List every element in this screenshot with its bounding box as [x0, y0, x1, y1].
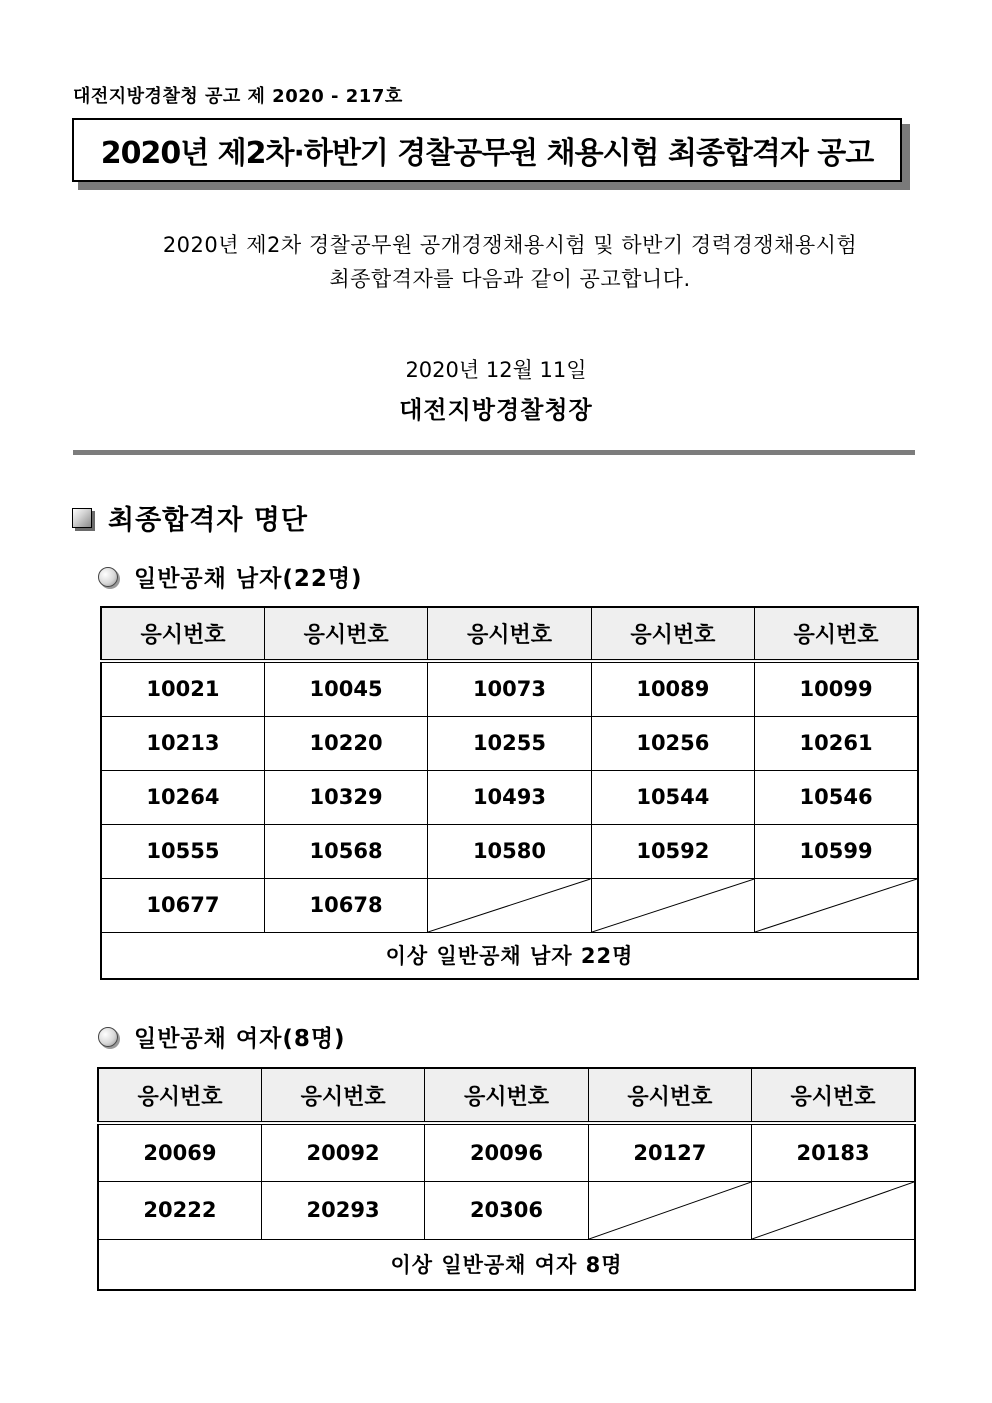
empty-cell — [591, 878, 754, 932]
square-bullet-icon — [72, 508, 92, 528]
column-header: 응시번호 — [428, 607, 591, 661]
table-row — [101, 824, 918, 878]
circle-bullet-icon — [98, 1027, 118, 1047]
empty-cell — [755, 878, 918, 932]
applicant-number: 10099 — [755, 661, 918, 716]
applicant-number: 10264 — [101, 770, 264, 824]
table-row — [101, 878, 918, 932]
announcement-date: 2020년 12월 11일 — [405, 358, 587, 382]
column-header: 응시번호 — [264, 607, 427, 661]
intro-paragraph — [100, 228, 920, 296]
applicant-number: 10089 — [591, 661, 754, 716]
applicant-number: 10544 — [591, 770, 754, 824]
issuer-name: 대전지방경찰청장 — [399, 396, 593, 424]
circle-bullet-icon — [98, 567, 118, 587]
group-title: 일반공채 남자(22명) — [134, 566, 363, 592]
group-heading-female — [98, 1020, 346, 1053]
applicant-number: 20293 — [261, 1181, 424, 1239]
applicant-number: 10220 — [264, 716, 427, 770]
applicant-number: 10568 — [264, 824, 427, 878]
table-total-row — [101, 932, 918, 979]
applicant-number: 10555 — [101, 824, 264, 878]
table-row — [98, 1123, 915, 1181]
table-header-row — [101, 607, 918, 661]
group-title: 일반공채 여자(8명) — [134, 1026, 346, 1052]
notice-number: 대전지방경찰청 공고 제 2020 - 217호 — [73, 86, 403, 107]
title-banner — [72, 118, 908, 190]
column-header: 응시번호 — [425, 1068, 588, 1123]
table-header-row — [98, 1068, 915, 1123]
applicant-number: 20127 — [588, 1123, 751, 1181]
applicant-number: 20096 — [425, 1123, 588, 1181]
empty-cell — [752, 1181, 915, 1239]
applicant-number: 10329 — [264, 770, 427, 824]
applicant-number: 10599 — [755, 824, 918, 878]
intro-line-2: 최종합격자를 다음과 같이 공고합니다. — [329, 267, 691, 291]
roster-table-male — [100, 606, 919, 980]
column-header: 응시번호 — [588, 1068, 751, 1123]
column-header: 응시번호 — [101, 607, 264, 661]
applicant-number: 20092 — [261, 1123, 424, 1181]
total-summary: 이상 일반공채 남자 22명 — [101, 932, 918, 979]
intro-line-1: 2020년 제2차 경찰공무원 공개경쟁채용시험 및 하반기 경력경쟁채용시험 — [162, 233, 858, 257]
applicant-number: 20222 — [98, 1181, 261, 1239]
applicant-number: 10021 — [101, 661, 264, 716]
column-header: 응시번호 — [752, 1068, 915, 1123]
table-row — [98, 1181, 915, 1239]
roster-table-female — [97, 1067, 916, 1291]
total-summary: 이상 일반공채 여자 8명 — [98, 1239, 915, 1290]
applicant-number: 10073 — [428, 661, 591, 716]
column-header: 응시번호 — [261, 1068, 424, 1123]
applicant-number: 10678 — [264, 878, 427, 932]
table-row — [101, 770, 918, 824]
section-heading — [72, 498, 308, 537]
table-row — [101, 716, 918, 770]
applicant-number: 10261 — [755, 716, 918, 770]
empty-cell — [588, 1181, 751, 1239]
column-header: 응시번호 — [591, 607, 754, 661]
applicant-number: 10580 — [428, 824, 591, 878]
applicant-number: 10045 — [264, 661, 427, 716]
section-title: 최종합격자 명단 — [108, 505, 308, 536]
applicant-number: 10546 — [755, 770, 918, 824]
divider-bar — [73, 450, 915, 455]
applicant-number: 10592 — [591, 824, 754, 878]
applicant-number: 10256 — [591, 716, 754, 770]
applicant-number: 10677 — [101, 878, 264, 932]
applicant-number: 10213 — [101, 716, 264, 770]
column-header: 응시번호 — [98, 1068, 261, 1123]
applicant-number: 20183 — [752, 1123, 915, 1181]
table-row — [101, 661, 918, 716]
applicant-number: 10493 — [428, 770, 591, 824]
applicant-number: 20069 — [98, 1123, 261, 1181]
applicant-number: 10255 — [428, 716, 591, 770]
document-title: 2020년 제2차·하반기 경찰공무원 채용시험 최종합격자 공고 — [72, 118, 902, 182]
table-total-row — [98, 1239, 915, 1290]
column-header: 응시번호 — [755, 607, 918, 661]
empty-cell — [428, 878, 591, 932]
applicant-number: 20306 — [425, 1181, 588, 1239]
group-heading-male — [98, 560, 363, 593]
